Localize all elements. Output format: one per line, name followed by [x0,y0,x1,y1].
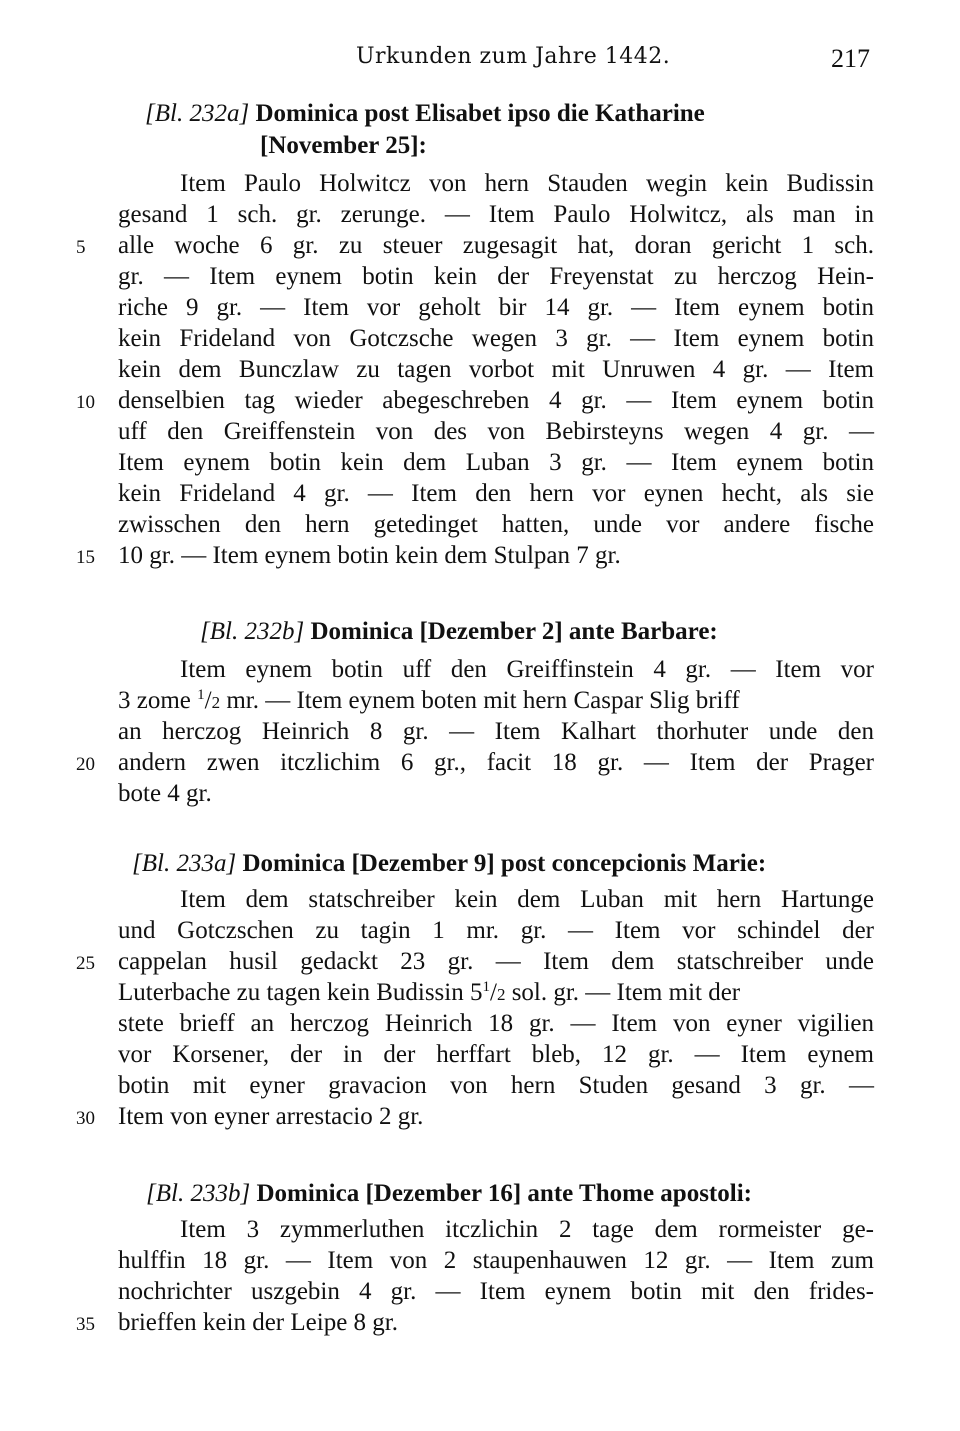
text-line: cappelan husil gedackt 23 gr. — Item dem statschreiber unde [118,948,874,975]
text-line: Item eynem botin kein dem Luban 3 gr. — Item eynem botin [118,449,874,476]
text-line: Item 3 zymmerluthen itczlichin 2 tage dem rormeister ge- [180,1216,874,1243]
folio-reference: [Bl. 232b] [200,618,305,645]
fraction-denominator: 2 [211,693,221,712]
text-line: hulffin 18 gr. — Item von 2 staupenhauwen 12 gr. — Item zum [118,1247,874,1274]
text-line: botin mit eyner gravacion von hern Studen gesand 3 gr. — [118,1072,874,1099]
fraction-numerator: 1 [482,979,490,995]
text-line: Item dem statschreiber kein dem Luban mit hern Hartunge [180,886,874,913]
text-line: Item von eyner arrestacio 2 gr. [118,1103,424,1130]
text-line: kein Frideland von Gotczsche wegen 3 gr. — Item eynem botin [118,325,874,352]
text-line: uff den Greiffenstein von des von Bebirsteyns wegen 4 gr. — [118,418,874,445]
line-number: 5 [76,237,86,258]
text-line: Luterbache zu tagen kein Budissin $5^1/2$ sol. gr. — Item mit der [118,979,741,1006]
folio-reference: [Bl. 233b] [146,1180,251,1207]
running-head [118,44,874,84]
heading-text: Dominica [Dezember 9] post concepcionis Marie: [242,850,767,877]
text-line: zwisschen den hern getedinget hatten, unde vor andere fische [118,511,874,538]
text-line: bote 4 gr. [118,780,212,807]
running-title: Urkunden zum Jahre 1442. [356,44,671,69]
text-line: andern zwen itczlichim 6 gr., facit 18 gr. — Item der Prager [118,749,874,776]
section-heading [200,616,874,648]
line-number: 35 [76,1314,95,1335]
text-line [118,685,874,717]
text-segment: sol. gr. — Item mit der [511,979,741,1006]
heading-text: Dominica [Dezember 2] ante Barbare: [310,618,718,645]
text-line: riche 9 gr. — Item vor geholt bir 14 gr. — Item eynem botin [118,294,874,321]
heading-text: Dominica post Elisabet ipso die Katharine [255,100,705,127]
heading-text: Dominica [Dezember 16] ante Thome apostoli: [256,1180,752,1207]
section-heading [132,848,874,880]
text-segment: Luterbache zu tagen kein Budissin 5 [118,979,483,1006]
text-line: und Gotczschen zu tagin 1 mr. gr. — Item vor schindel der [118,917,874,944]
section-heading [146,1178,874,1210]
text-line: gesand 1 sch. gr. zerunge. — Item Paulo Holwitcz, als man in [118,201,874,228]
text-line: Item eynem botin uff den Greiffinstein 4 gr. — Item vor [180,656,874,683]
text-line: stete brieff an herczog Heinrich 18 gr. — Item von eyner vigilien [118,1010,874,1037]
line-number: 10 [76,392,95,413]
text-segment: 3 zome [118,687,191,714]
text-line: an herczog Heinrich 8 gr. — Item Kalhart thorhuter unde den [118,718,874,745]
line-number: 20 [76,754,95,775]
line-number: 25 [76,953,95,974]
fraction-numerator: 1 [197,687,205,703]
fraction-denominator: 2 [496,985,506,1004]
text-line: kein dem Bunczlaw zu tagen vorbot mit Unruwen 4 gr. — Item [118,356,874,383]
text-line: vor Korsener, der in der herffart bleb, 12 gr. — Item eynem [118,1041,874,1068]
line-number: 15 [76,547,95,568]
text-segment: mr. — Item eynem boten mit hern Caspar Slig briff [226,687,740,714]
folio-reference: [Bl. 233a] [132,850,237,877]
text-line: brieffen kein der Leipe 8 gr. [118,1309,398,1336]
text-line: kein Frideland 4 gr. — Item den hern vor eynen hecht, als sie [118,480,874,507]
text-line: denselbien tag wieder abegeschreben 4 gr. — Item eynem botin [118,387,874,414]
fraction: $^1$/2 [197,687,221,714]
text-line: nochrichter uszgebin 4 gr. — Item eynem botin mit den frides- [118,1278,874,1305]
page-number: 217 [831,44,870,73]
folio-reference: [Bl. 232a] [145,100,250,127]
section-heading-continuation: [November 25]: [260,132,427,159]
text-line: gr. — Item eynem botin kein der Freyenstat zu herczog Hein- [118,263,874,290]
text-line: 10 gr. — Item eynem botin kein dem Stulpan 7 gr. [118,542,621,569]
text-line: Item Paulo Holwitcz von hern Stauden wegin kein Budissin [180,170,874,197]
line-number: 30 [76,1108,95,1129]
section-heading [145,98,874,130]
text-line: alle woche 6 gr. zu steuer zugesagit hat, doran gericht 1 sch. [118,232,874,259]
